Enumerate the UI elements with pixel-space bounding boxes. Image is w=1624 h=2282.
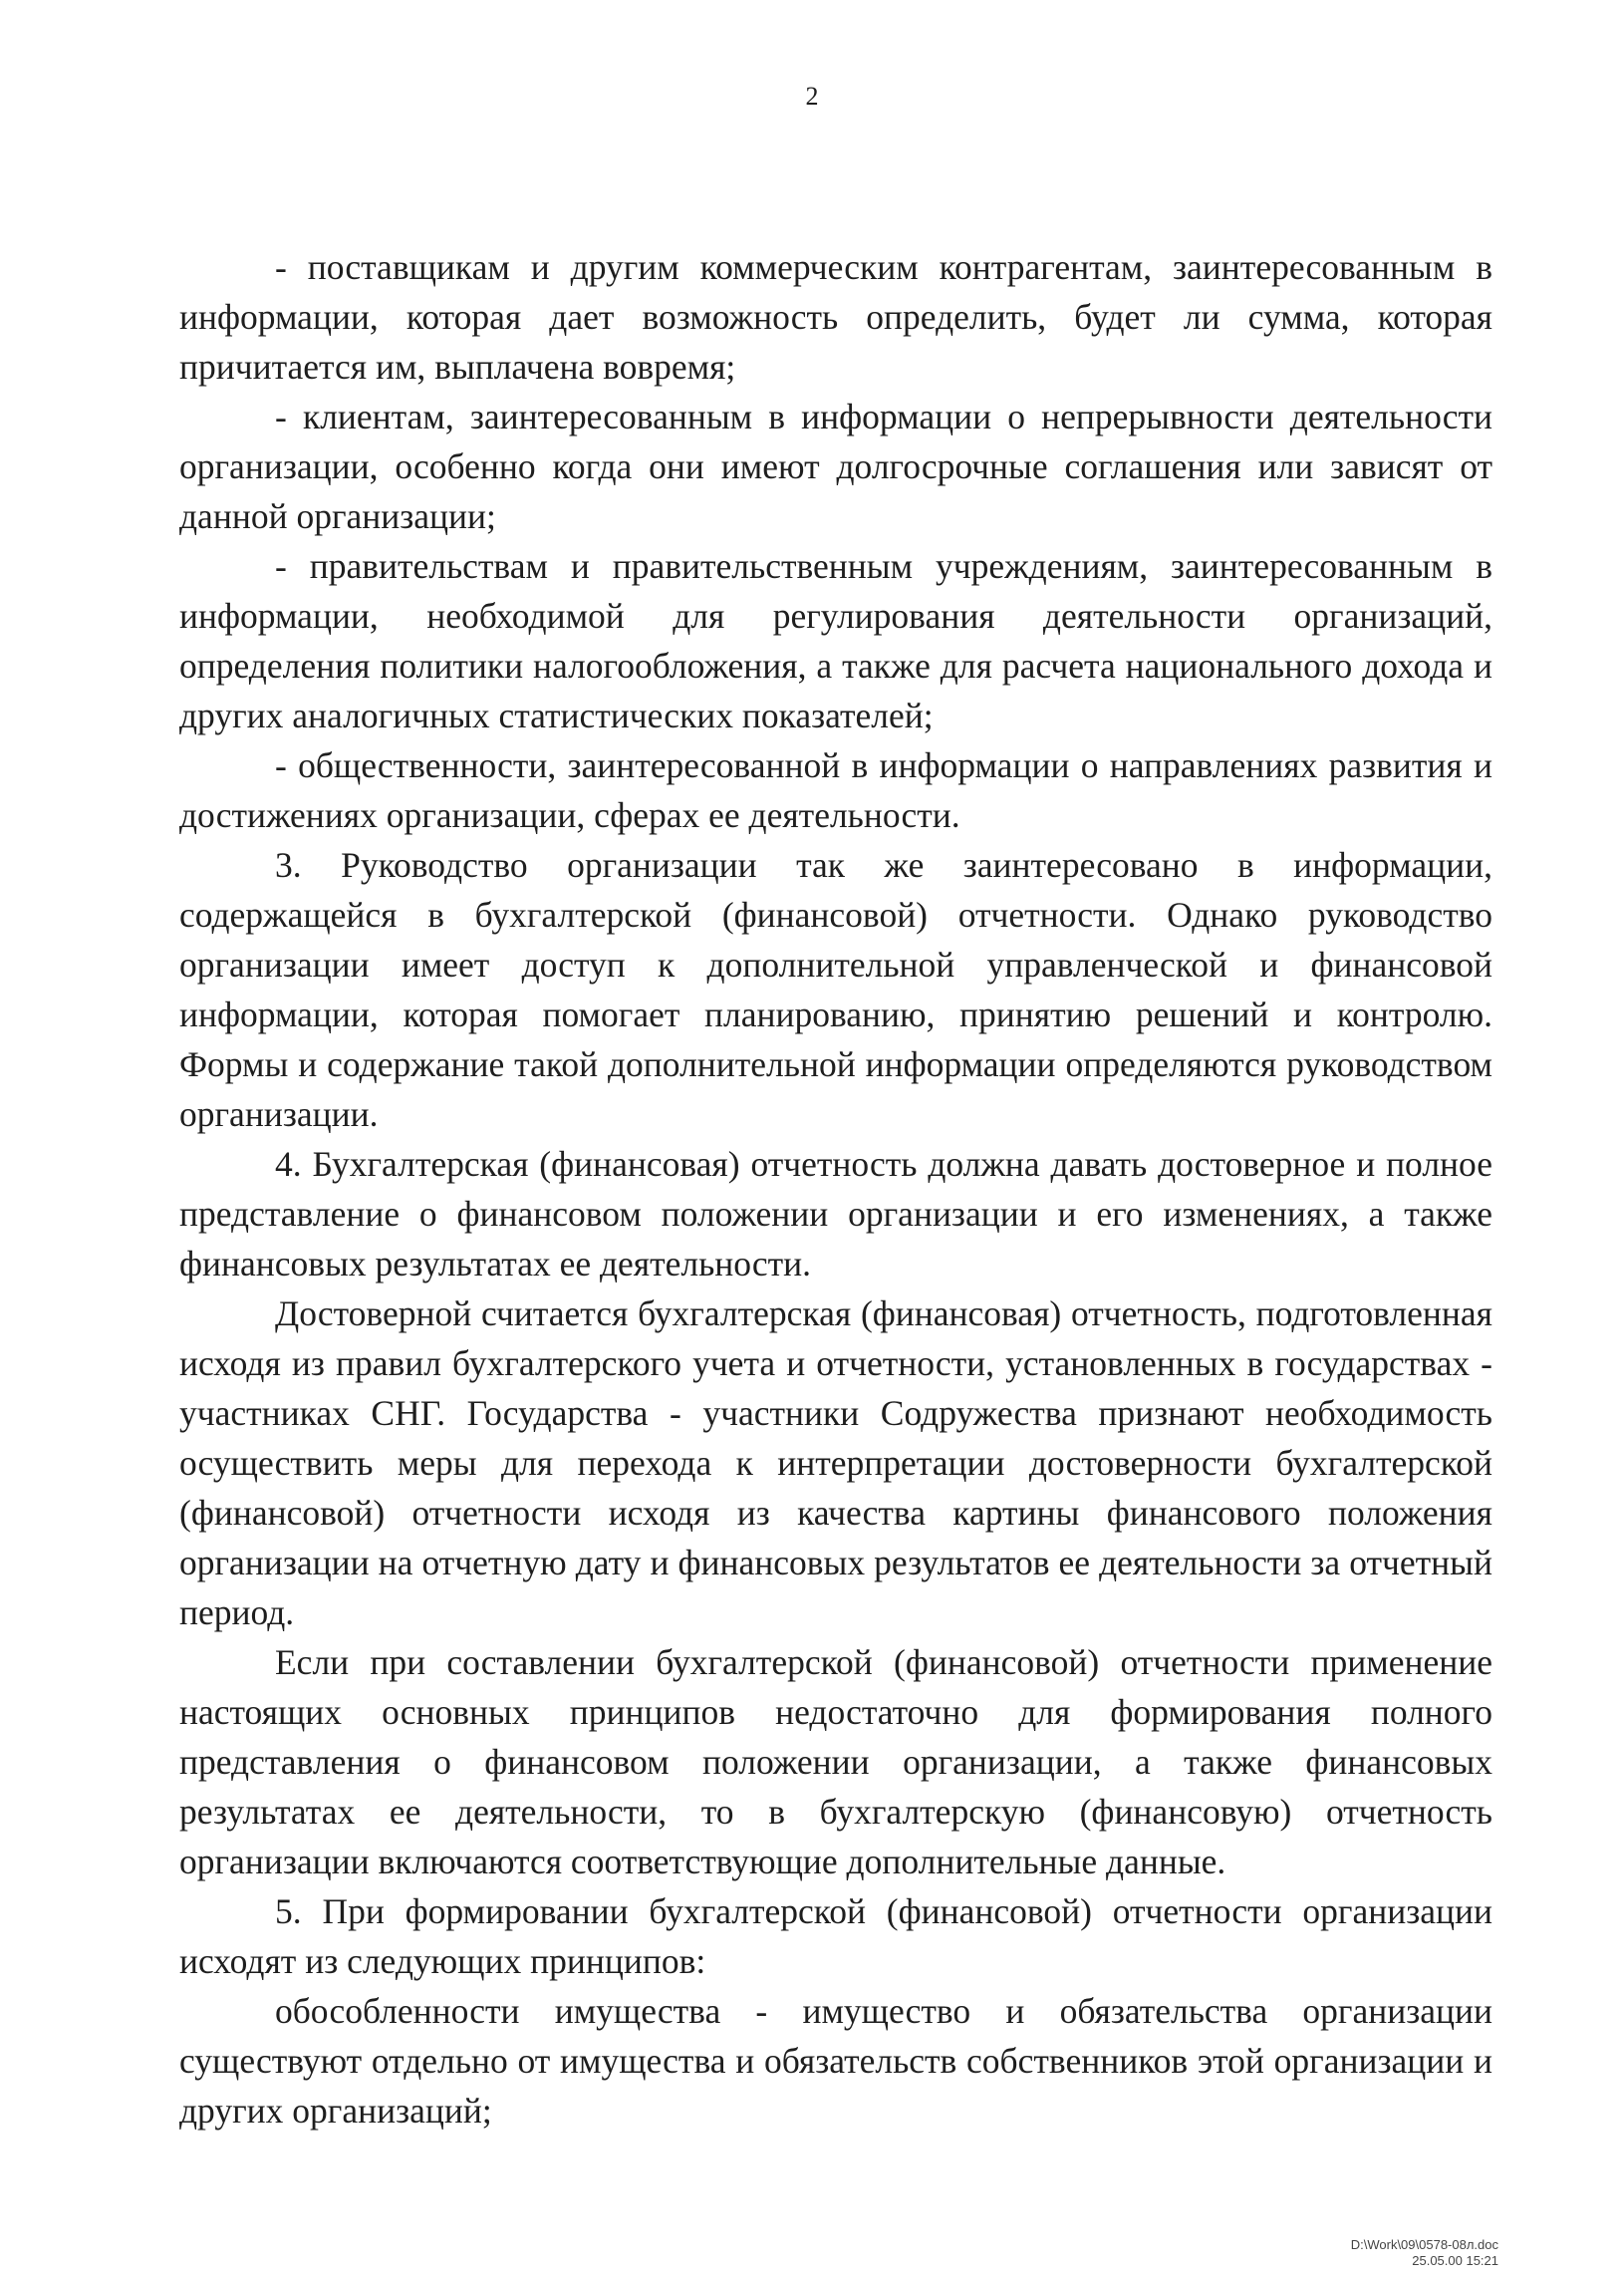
paragraph-additional-data: Если при составлении бухгалтерской (финансовой) отчетности применение настоящих основных принципов недостаточно для формирования полного представления о финансовом положении организации, а также финансовых результатах ее деятельности, то в бухгалтерскую (финансовую) отчетность организации включаются соответствующие дополнительные данные. <box>179 1642 1492 1881</box>
paragraph-section-3: 3. Руководство организации так же заинтересовано в информации, содержащейся в бухгалтерской (финансовой) отчетности. Однако руководство организации имеет доступ к дополнительной управленческой и финансовой информации, которая помогает планированию, принятию решений и контролю. Формы и содержание такой дополнительной информации определяются руководством организации. <box>179 845 1492 1134</box>
paragraph-clients: - клиентам, заинтересованным в информации о непрерывности деятельности организации, особенно когда они имеют долгосрочные соглашения или зависят от данной организации; <box>179 397 1492 536</box>
footer-timestamp: 25.05.00 15:21 <box>1412 2253 1498 2268</box>
paragraph-section-5: 5. При формировании бухгалтерской (финансовой) отчетности организации исходят из следующих принципов: <box>179 1891 1492 1981</box>
document-footer <box>1351 2237 1498 2269</box>
page-number: 2 <box>805 82 819 111</box>
paragraph-reliability: Достоверной считается бухгалтерская (финансовая) отчетность, подготовленная исходя из правил бухгалтерского учета и отчетности, установленных в государствах - участниках СНГ. Государства - участники Содружества признают необходимость осуществить меры для перехода к интерпретации достоверности бухгалтерской (финансовой) отчетности исходя из качества картины финансового положения организации на отчетную дату и финансовых результатов ее деятельности за отчетный период. <box>179 1293 1492 1632</box>
paragraph-section-4: 4. Бухгалтерская (финансовая) отчетность должна давать достоверное и полное представление о финансовом положении организации и его изменениях, а также финансовых результатах ее деятельности. <box>179 1144 1492 1284</box>
paragraph-separateness-principle: обособленности имущества - имущество и обязательства организации существуют отдельно от имущества и обязательств собственников этой организации и других организаций; <box>179 1991 1492 2131</box>
document-body <box>179 242 1492 2136</box>
paragraph-governments: - правительствам и правительственным учреждениям, заинтересованным в информации, необходимой для регулирования деятельности организаций, определения политики налогообложения, а также для расчета национального дохода и других аналогичных статистических показателей; <box>179 546 1492 735</box>
paragraph-suppliers: - поставщикам и другим коммерческим контрагентам, заинтересованным в информации, которая дает возможность определить, будет ли сумма, которая причитается им, выплачена вовремя; <box>179 247 1492 387</box>
footer-file-path: D:\Work\09\0578-08л.doc <box>1350 2237 1498 2252</box>
paragraph-public: - общественности, заинтересованной в информации о направлениях развития и достижениях организации, сферах ее деятельности. <box>179 745 1492 835</box>
